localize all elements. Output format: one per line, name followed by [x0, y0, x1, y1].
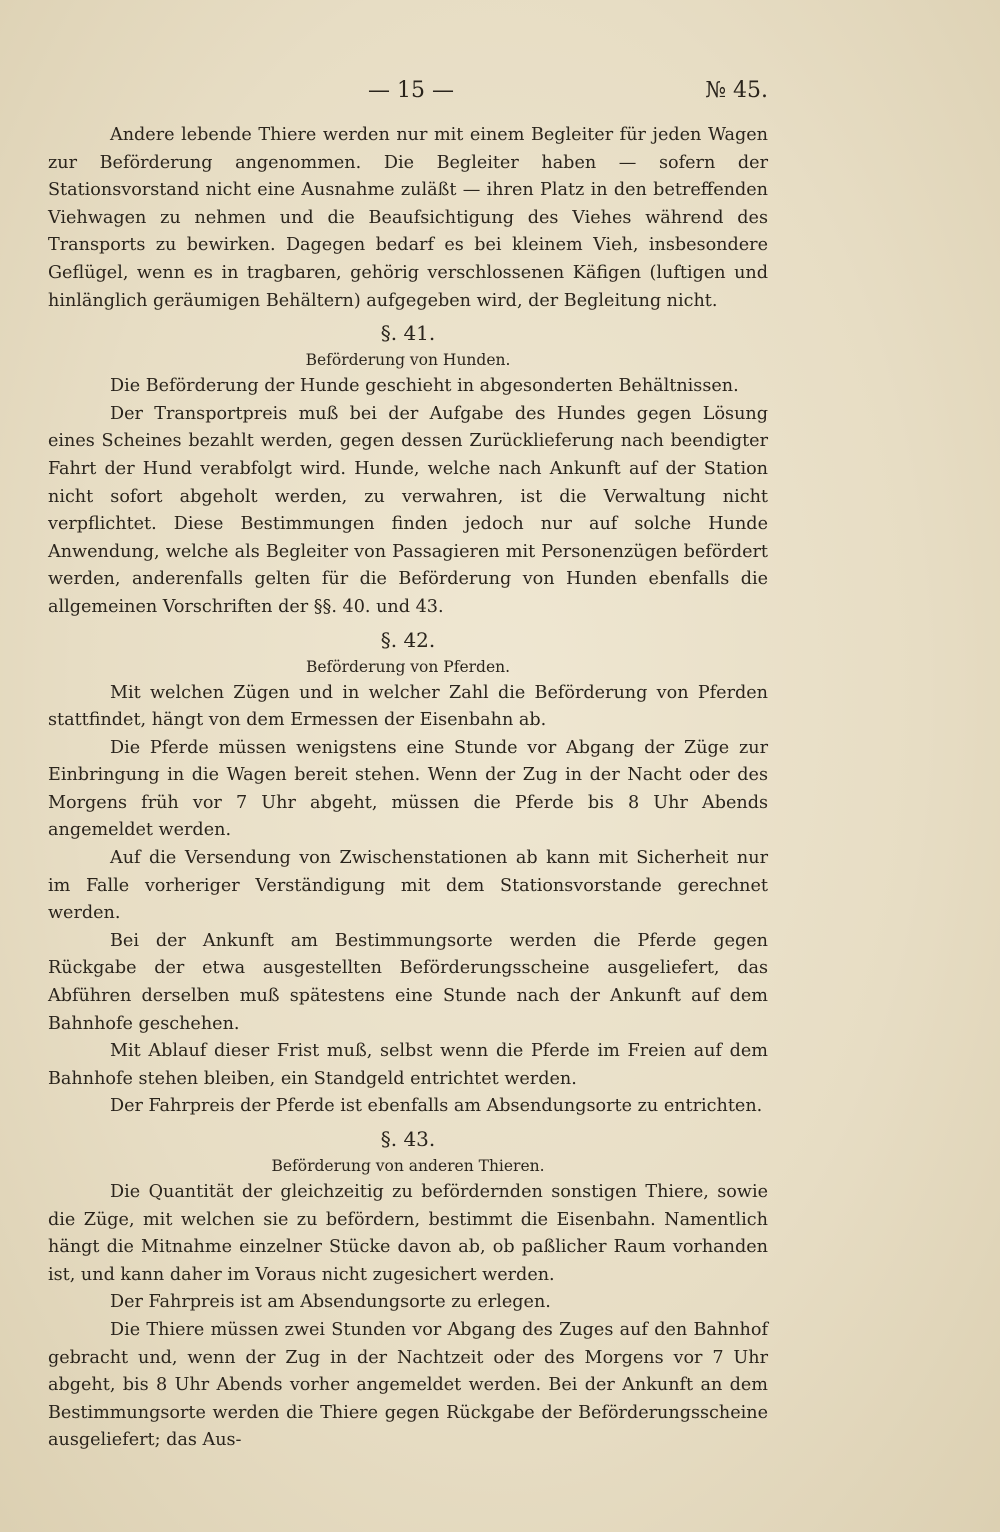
section-42-paragraph: Auf die Versendung von Zwischenstationen ab kann mit Sicherheit nur im Falle vorheriger Verständigung mit dem Stationsvorstande gerechnet werden. — [48, 848, 768, 924]
section-42-paragraph: Die Pferde müssen wenigstens eine Stunde vor Abgang der Züge zur Einbringung in die Wagen bereit stehen. Wenn der Zug in der Nacht oder des Morgens früh vor 7 Uhr abgeht, müssen die Pferde bis 8 Uhr Abends angemeldet werden. — [48, 737, 768, 841]
issue-number: № 45. — [705, 78, 768, 103]
section-43-heading: §. 43. — [380, 1127, 436, 1151]
section-42-heading: §. 42. — [380, 627, 436, 652]
intro-paragraph: Andere lebende Thiere werden nur mit einem Begleiter für jeden Wagen zur Beförderung angenommen. Die Begleiter haben — sofern der Stationsvorstand nicht eine Ausnahme zuläßt — ihren Platz in den betreffenden Viehwagen zu nehmen und die Beaufsichtigung des Viehes während des Transports zu bewirken. Dagegen bedarf es bei kleinem Vieh, insbesondere Geflügel, wenn es in tragbaren, gehörig verschlossenen Käfigen (luftigen und hinlänglich geräumigen Behältern) aufgegeben wird, der Begleitung nicht. — [48, 125, 768, 311]
page-header — [48, 78, 768, 112]
page-number: — 15 — — [368, 78, 454, 103]
section-42-paragraph: Mit Ablauf dieser Frist muß, selbst wenn die Pferde im Freien auf dem Bahnhofe stehen bleiben, ein Standgeld entrichtet werden. — [48, 1041, 768, 1089]
section-41-title: Beförderung von Hunden. — [305, 351, 511, 370]
section-43-paragraph: Der Fahrpreis ist am Absendungsorte zu erlegen. — [110, 1292, 551, 1313]
section-43-paragraph: Die Thiere müssen zwei Stunden vor Abgang des Zuges auf den Bahnhof gebracht und, wenn der Zug in der Nachtzeit oder des Morgens vor 7 Uhr abgeht, bis 8 Uhr Abends vorher angemeldet werden. Bei der Ankunft an dem Bestimmungsorte werden die Thiere gegen Rückgabe der Beförderungsscheine ausgeliefert; das Aus- — [48, 1319, 768, 1451]
section-42-paragraph: Bei der Ankunft am Bestimmungsorte werden die Pferde gegen Rückgabe der etwa ausgestellten Beförderungsscheine ausgeliefert, das Abführen derselben muß spätestens eine Stunde nach der Ankunft auf dem Bahnhofe geschehen. — [48, 930, 768, 1034]
section-42-paragraph: Der Fahrpreis der Pferde ist ebenfalls am Absendungsorte zu entrichten. — [110, 1096, 763, 1117]
page-body — [48, 122, 768, 1455]
section-43-title: Beförderung von anderen Thieren. — [271, 1157, 545, 1175]
section-42-paragraph: Mit welchen Zügen und in welcher Zahl die Beförderung von Pferden stattfindet, hängt von dem Ermessen der Eisenbahn ab. — [48, 682, 768, 731]
section-41-heading: §. 41. — [380, 321, 436, 346]
section-41-paragraph: Die Beförderung der Hunde geschieht in abgesonderten Behältnissen. — [110, 376, 739, 397]
section-43-paragraph: Die Quantität der gleichzeitig zu befördernden sonstigen Thiere, sowie die Züge, mit welchen sie zu befördern, bestimmt die Eisenbahn. Namentlich hängt die Mitnahme einzelner Stücke davon ab, ob paßlicher Raum vorhanden ist, und kann daher im Voraus nicht zugesichert werden. — [48, 1182, 768, 1285]
section-42-title: Beförderung von Pferden. — [305, 657, 511, 676]
section-41-paragraph: Der Transportpreis muß bei der Aufgabe des Hundes gegen Lösung eines Scheines bezahlt werden, gegen dessen Zurücklieferung nach beendigter Fahrt der Hund verabfolgt wird. Hunde, welche nach Ankunft auf der Station nicht sofort abgeholt werden, zu verwahren, ist die Verwaltung nicht verpflichtet. Diese Bestimmungen finden jedoch nur auf solche Hunde Anwendung, welche als Begleiter von Passagieren mit Personenzügen befördert werden, anderenfalls gelten für die Beförderung von Hunden ebenfalls die allgemeinen Vorschriften der §§. 40. und 43. — [48, 403, 768, 617]
